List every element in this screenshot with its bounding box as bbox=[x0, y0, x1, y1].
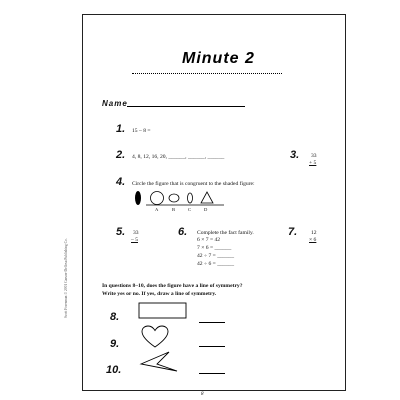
title-dotted-rule bbox=[132, 73, 282, 74]
problem-top-number: 33 bbox=[311, 153, 317, 159]
question-number: 10. bbox=[106, 364, 122, 376]
question-number: 9. bbox=[110, 338, 120, 350]
question-number: 5. bbox=[116, 226, 126, 238]
arrowhead-figure bbox=[139, 350, 179, 374]
name-answer-line[interactable] bbox=[127, 106, 245, 107]
choice-label-a[interactable]: A bbox=[155, 207, 159, 212]
question-text: 15 – 8 = bbox=[132, 128, 151, 134]
problem-top-number: 12 bbox=[311, 230, 317, 236]
fact-family-line: 42 ÷ 6 = ______ bbox=[197, 261, 234, 267]
question-number: 8. bbox=[110, 311, 120, 323]
answer-line[interactable] bbox=[199, 373, 225, 374]
choice-label-b[interactable]: B bbox=[172, 207, 176, 212]
question-text: Circle the figure that is congruent to the shaded figure: bbox=[132, 181, 255, 187]
page-number: 8 bbox=[201, 392, 204, 397]
question-number: 3. bbox=[290, 149, 300, 161]
question-number: 6. bbox=[178, 226, 188, 238]
instructions-line: Write yes or no. If yes, draw a line of symmetry. bbox=[102, 291, 217, 297]
fact-family-line: 6 × 7 = 42 bbox=[197, 237, 221, 243]
problem-bottom-number: + 5 bbox=[309, 160, 317, 166]
choice-label-c[interactable]: C bbox=[188, 207, 192, 212]
answer-line[interactable] bbox=[199, 322, 225, 323]
fact-family-line: 42 ÷ 7 = ______ bbox=[197, 253, 234, 259]
page-title: Minute 2 bbox=[182, 50, 255, 67]
name-label: Name bbox=[102, 99, 128, 108]
fact-family-line: 7 × 6 = ______ bbox=[197, 245, 232, 251]
heart-figure bbox=[141, 325, 169, 349]
problem-top-number: 33 bbox=[133, 230, 139, 236]
problem-bottom-number: × 6 bbox=[309, 237, 317, 243]
copyright-side-text: Scott Foresman © 2001 Carson-Dellosa Publishing Co. bbox=[64, 238, 68, 318]
instructions-line: In questions 8–10, does the figure have a line of symmetry? bbox=[102, 283, 243, 289]
rectangle-figure bbox=[138, 302, 188, 320]
problem-bottom-number: – 5 bbox=[131, 237, 138, 243]
question-number: 2. bbox=[116, 149, 126, 161]
question-number: 4. bbox=[116, 176, 126, 188]
question-text: Complete the fact family. bbox=[197, 230, 254, 236]
answer-line[interactable] bbox=[199, 346, 225, 347]
congruence-figures bbox=[132, 189, 228, 213]
question-number: 7. bbox=[288, 226, 298, 238]
question-number: 1. bbox=[116, 123, 126, 135]
question-text: 4, 8, 12, 16, 20, ______, ______, ______ bbox=[132, 154, 225, 160]
choice-label-d[interactable]: D bbox=[204, 207, 208, 212]
